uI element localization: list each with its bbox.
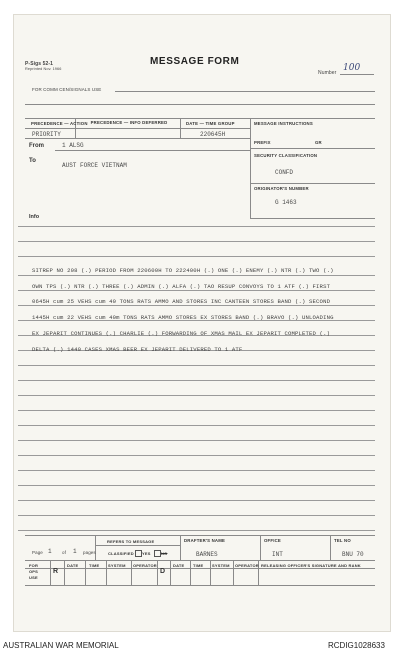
ops-label: OPS xyxy=(29,569,39,574)
date-label-r: DATE xyxy=(67,563,79,568)
page-value: 1 xyxy=(48,548,52,555)
message-line: 0645H cum 25 VEHS cum 40 TONS RATS AMMO AND STORES INC CANTEEN STORES BAND (.) SECOND xyxy=(32,298,331,305)
message-instructions-label: MESSAGE INSTRUCTIONS xyxy=(254,121,313,126)
pages-label: pages xyxy=(83,550,96,555)
precedence-action-label: PRECEDENCE — ACTION xyxy=(31,121,88,126)
no-label: NO xyxy=(161,551,168,556)
operator-label-r: OPERATOR xyxy=(133,563,157,568)
form-code: P-Sigs 52-1 xyxy=(25,61,54,67)
to-label: To xyxy=(29,158,36,164)
security-value: CONFD xyxy=(275,169,294,176)
message-line: DELTA (.) 1440 CASES XMAS BEER EX JEPARIT DELIVERED TO 1 ATF xyxy=(32,346,243,353)
dtg-value: 220645H xyxy=(200,131,226,138)
archive-credit: AUSTRALIAN WAR MEMORIAL xyxy=(3,641,119,650)
classified-no-checkbox[interactable] xyxy=(154,550,161,557)
originator-label: ORIGINATOR'S NUMBER xyxy=(254,186,309,191)
time-label-r: TIME xyxy=(89,563,100,568)
prefix-label: PREFIX xyxy=(254,140,271,145)
message-line: OWN TPS (.) NTR (.) THREE (.) ADMIN (.) ALFA (.) TAO RESUP CONVOYS TO 1 ATF (.) FIRST xyxy=(32,283,331,290)
message-line: SITREP NO 208 (.) PERIOD FROM 220600H TO 222400H (.) ONE (.) ENEMY (.) NTR (.) TWO (.) xyxy=(32,267,334,274)
pages-value: 1 xyxy=(73,548,77,555)
releasing-officer-label: RELEASING OFFICER'S SIGNATURE AND RANK xyxy=(261,563,361,568)
precedence-value: PRIORITY xyxy=(32,131,61,138)
gr-label: GR xyxy=(315,140,322,145)
info-label: Info xyxy=(29,214,40,220)
dtg-label: DATE — TIME GROUP xyxy=(186,121,235,126)
of-label: of xyxy=(62,550,66,555)
yes-label: YES xyxy=(142,551,151,556)
d-label: D xyxy=(160,568,166,575)
use-label: USE xyxy=(29,575,38,580)
tel-value: BNU 70 xyxy=(342,551,364,558)
drafter-label: DRAFTER'S NAME xyxy=(184,538,226,543)
comm-use-label: FOR COMM CEN/SIGNALS USE xyxy=(32,87,102,92)
originator-value: G 1463 xyxy=(275,199,297,206)
to-value: AUST FORCE VIETNAM xyxy=(62,162,127,169)
classified-label: CLASSIFIED xyxy=(108,551,134,556)
for-label: FOR xyxy=(29,563,39,568)
date-label-d: DATE xyxy=(173,563,185,568)
classified-yes-checkbox[interactable] xyxy=(135,550,142,557)
security-label: SECURITY CLASSIFICATION xyxy=(254,153,318,158)
archive-record-id: RCDIG1028633 xyxy=(328,641,385,650)
page-label: Page xyxy=(32,550,43,555)
tel-label: TEL NO xyxy=(334,538,351,543)
system-label-r: SYSTEM xyxy=(108,563,126,568)
operator-label-d: OPERATOR xyxy=(235,563,259,568)
drafter-value: BARNES xyxy=(196,551,218,558)
from-label: From xyxy=(29,143,44,149)
office-label: OFFICE xyxy=(264,538,281,543)
r-label: R xyxy=(53,568,59,575)
message-line: 1445H cum 22 VEHS cum 40m TONS RATS AMMO STORES EX STORES BAND (.) BRAVO (.) UNLOADING xyxy=(32,314,334,321)
time-label-d: TIME xyxy=(193,563,204,568)
from-value: 1 ALSG xyxy=(62,142,84,149)
form-title: MESSAGE FORM xyxy=(150,56,240,67)
reprinted-note: Reprinted Nov. 1966 xyxy=(25,67,62,71)
message-line: EX JEPARIT CONTINUES (.) CHARLIE (.) FORWARDING OF XMAS MAIL EX JEPARIT COMPLETED (.) xyxy=(32,330,331,337)
refers-label: REFERS TO MESSAGE xyxy=(107,539,155,544)
system-label-d: SYSTEM xyxy=(212,563,230,568)
precedence-info-label: PRECEDENCE — INFO DEFERRED xyxy=(90,120,168,125)
office-value: INT xyxy=(272,551,283,558)
number-value: 100 xyxy=(343,63,361,73)
number-label: Number xyxy=(318,70,337,76)
